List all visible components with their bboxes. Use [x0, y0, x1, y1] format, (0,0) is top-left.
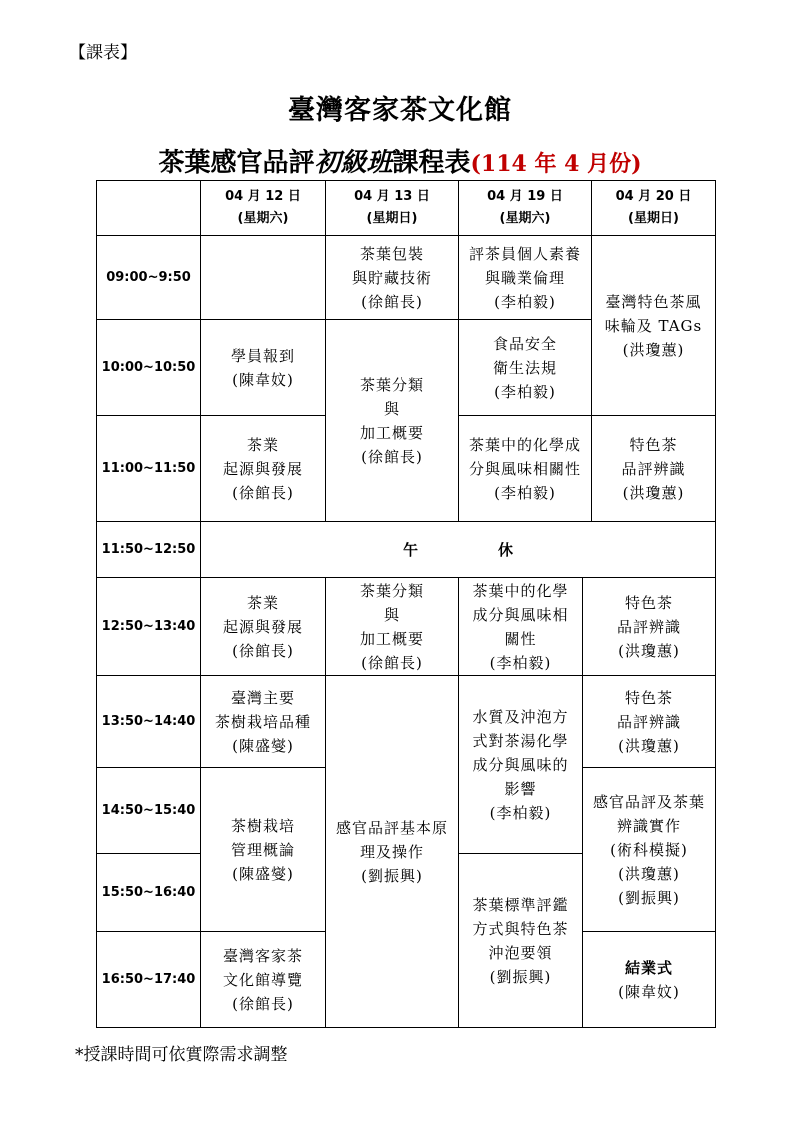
- time-slot: 12:50~13:40: [97, 578, 201, 676]
- header-day-1: 04 月 12 日 (星期六): [201, 181, 326, 236]
- course-cell: 茶葉分類 與 加工概要 (徐館長): [326, 320, 459, 522]
- header-day-3: 04 月 19 日 (星期六): [459, 181, 592, 236]
- course-cell: 水質及沖泡方 式對茶湯化學 成分與風味的 影響 (李柏毅): [459, 676, 583, 854]
- time-slot: 14:50~15:40: [97, 768, 201, 854]
- schedule-table: [96, 180, 716, 1028]
- course-cell: 評茶員個人素養 與職業倫理 (李柏毅): [459, 236, 592, 320]
- course-cell: 感官品評及茶葉 辨識實作 (術科模擬) (洪瓊蕙) (劉振興): [583, 768, 716, 932]
- course-cell: 特色茶 品評辨識 (洪瓊蕙): [592, 416, 716, 522]
- course-cell-empty: [201, 236, 326, 320]
- time-slot: 11:00~11:50: [97, 416, 201, 522]
- time-slot: 09:00~9:50: [97, 236, 201, 320]
- time-slot: 15:50~16:40: [97, 854, 201, 932]
- course-cell: 茶葉標準評鑑 方式與特色茶 沖泡要領 (劉振興): [459, 854, 583, 1028]
- course-cell: 食品安全 衛生法規 (李柏毅): [459, 320, 592, 416]
- header-day-4: 04 月 20 日 (星期日): [592, 181, 716, 236]
- lunch-break: 午 休: [201, 522, 716, 578]
- subtitle-level: 初級班: [314, 148, 393, 178]
- course-cell: 結業式 (陳韋妏): [583, 932, 716, 1028]
- course-cell: 茶業 起源與發展 (徐館長): [201, 578, 326, 676]
- course-cell: 茶業 起源與發展 (徐館長): [201, 416, 326, 522]
- subtitle-part-c: 課程表: [392, 148, 471, 178]
- header-day-2: 04 月 13 日 (星期日): [326, 181, 459, 236]
- time-slot: 13:50~14:40: [97, 676, 201, 768]
- course-cell: 茶樹栽培 管理概論 (陳盛燮): [201, 768, 326, 932]
- document-tag: 【課表】: [69, 43, 137, 63]
- course-cell: 臺灣客家茶 文化館導覽 (徐館長): [201, 932, 326, 1028]
- time-slot: 10:00~10:50: [97, 320, 201, 416]
- course-cell: 茶葉中的化學 成分與風味相 關性 (李柏毅): [459, 578, 583, 676]
- course-cell: 茶葉包裝 與貯藏技術 (徐館長): [326, 236, 459, 320]
- course-cell: 茶葉分類 與 加工概要 (徐館長): [326, 578, 459, 676]
- footnote: *授課時間可依實際需求調整: [75, 1045, 288, 1065]
- subtitle-part-a: 茶葉感官品評: [158, 148, 315, 178]
- page-subtitle: [0, 142, 800, 179]
- time-slot: 16:50~17:40: [97, 932, 201, 1028]
- course-cell: 感官品評基本原 理及操作 (劉振興): [326, 676, 459, 1028]
- course-cell: 特色茶 品評辨識 (洪瓊蕙): [583, 578, 716, 676]
- subtitle-month: (114 年 4 月份): [470, 151, 642, 177]
- page-title: 臺灣客家茶文化館: [288, 95, 512, 126]
- course-cell: 臺灣主要 茶樹栽培品種 (陳盛燮): [201, 676, 326, 768]
- course-cell: 臺灣特色茶風 味輪及 TAGs (洪瓊蕙): [592, 236, 716, 416]
- course-cell: 學員報到 (陳韋妏): [201, 320, 326, 416]
- course-cell: 茶葉中的化學成 分與風味相關性 (李柏毅): [459, 416, 592, 522]
- course-cell: 特色茶 品評辨識 (洪瓊蕙): [583, 676, 716, 768]
- header-corner: [97, 181, 201, 236]
- time-slot: 11:50~12:50: [97, 522, 201, 578]
